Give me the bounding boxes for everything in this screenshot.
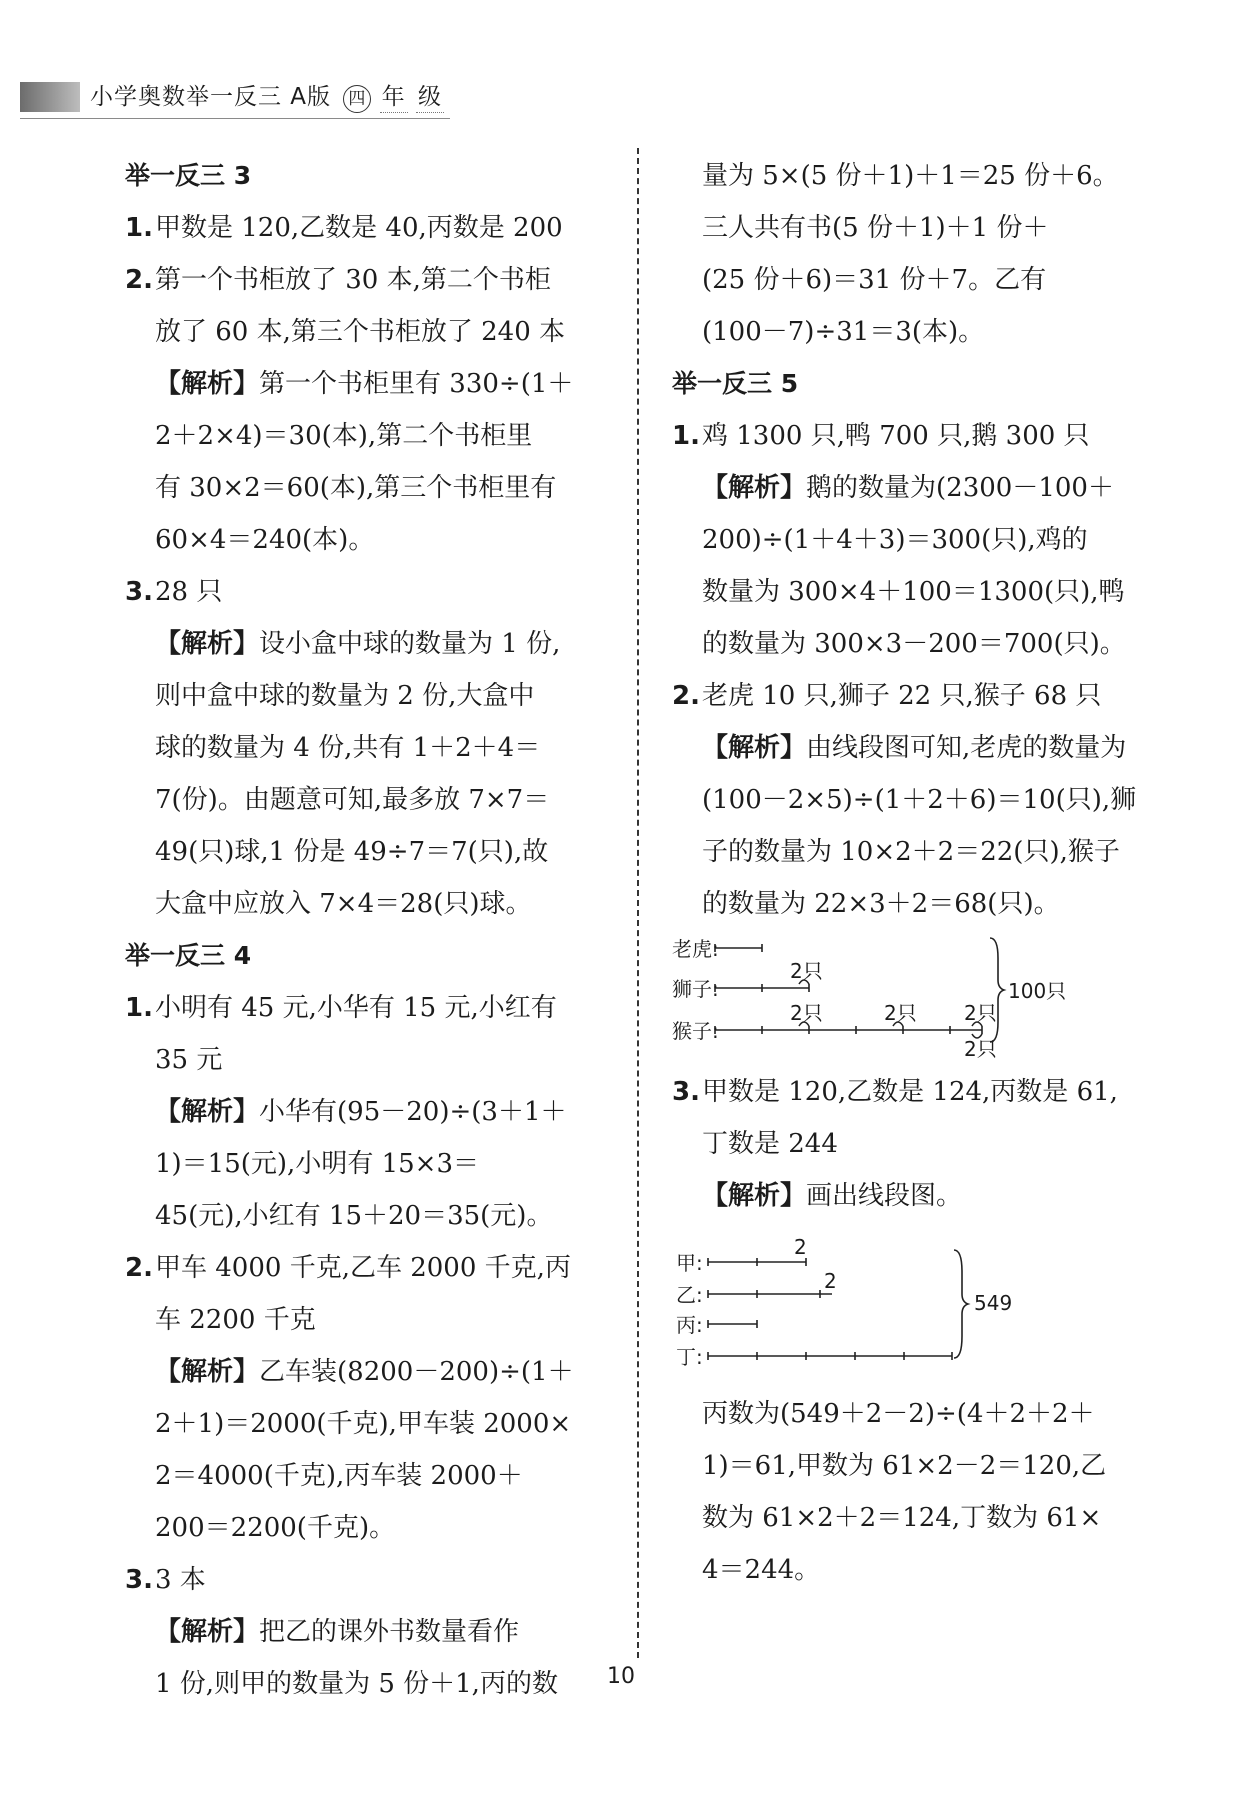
text-line: (100－2×5)÷(1＋2＋6)＝10(只),狮 [702,785,1137,815]
text-line: 三人共有书(5 份＋1)＋1 份＋ [702,213,1049,243]
analysis-tag: 【解析】 [702,1181,807,1211]
item-number: 2. [672,681,700,711]
text-line: 的数量为 300×3－200＝700(只)。 [702,629,1126,659]
analysis-tag: 【解析】 [702,473,807,503]
line-segment-diagram-animals [672,930,1160,1061]
item-number: 1. [672,421,700,451]
text-line: 有 30×2＝60(本),第三个书柜里有 [155,473,557,503]
analysis-line [672,462,1160,514]
text-line: 2＋2×4)＝30(本),第二个书柜里 [155,421,533,451]
text-line: 2＝4000(千克),丙车装 2000＋ [155,1461,523,1491]
text-line: 1 份,则甲的数量为 5 份＋1,丙的数 [155,1669,558,1699]
text-line: 1)＝61,甲数为 61×2－2＝120,乙 [702,1451,1107,1481]
item-number: 2. [125,265,153,295]
header-decor-bar [20,82,80,112]
section-heading: 举一反三 4 [125,941,252,970]
diagram-numbers-lines [672,1232,1160,1382]
answer-item [125,982,620,1034]
section-heading: 举一反三 5 [672,369,799,398]
book-title: 小学奥数举一反三 A版 [90,84,332,110]
label-jia-minus: 2 [794,1235,807,1259]
item-number: 3. [672,1077,700,1107]
text-line: 大盒中应放入 7×4＝28(只)球。 [155,889,532,919]
label-lion-extra: 2只 [790,959,823,983]
text-line: 200＝2200(千克)。 [155,1513,396,1543]
right-column [672,150,1160,1596]
text-line: (25 份＋6)＝31 份＋7。乙有 [702,265,1047,295]
analysis-line [125,1346,620,1398]
analysis-text: 把乙的课外书数量看作 [259,1617,520,1647]
analysis-line [125,1606,620,1658]
answer-item [672,1066,1160,1118]
diagram-animals-lines [672,930,1160,1061]
analysis-tag: 【解析】 [155,629,260,659]
analysis-tag: 【解析】 [155,1097,260,1127]
label-tiger: 老虎: [672,937,719,961]
label-monkey-extra-3: 2只 [964,1001,997,1025]
text-line: 丙数为(549＋2－2)÷(4＋2＋2＋ [702,1399,1095,1429]
item-text: 第一个书柜放了 30 本,第二个书柜 [155,265,551,295]
analysis-text: 乙车装(8200－200)÷(1＋ [259,1357,574,1387]
item-text: 鸡 1300 只,鸭 700 只,鹅 300 只 [702,421,1090,451]
label-monkey-extra-2: 2只 [884,1001,917,1025]
label-yi: 乙: [676,1283,703,1307]
text-line: 球的数量为 4 份,共有 1＋2＋4＝ [155,733,541,763]
answer-item [125,202,620,254]
item-text: 小明有 45 元,小华有 15 元,小红有 [155,993,557,1023]
analysis-tag: 【解析】 [155,1357,260,1387]
analysis-line [125,618,620,670]
item-text: 甲数是 120,乙数是 124,丙数是 61, [702,1077,1118,1107]
label-monkey: 猴子: [672,1019,719,1043]
analysis-tag: 【解析】 [702,733,807,763]
item-number: 2. [125,1253,153,1283]
text-line: 49(只)球,1 份是 49÷7＝7(只),故 [155,837,549,867]
item-text: 28 只 [155,577,223,607]
analysis-line [125,358,620,410]
grade-char-1: 年 [380,82,408,113]
line-segment-diagram-numbers [672,1232,1160,1382]
answer-item [672,410,1160,462]
item-text: 老虎 10 只,狮子 22 只,猴子 68 只 [702,681,1102,711]
text-line: 60×4＝240(本)。 [155,525,375,555]
text-line: 1)＝15(元),小明有 15×3＝ [155,1149,479,1179]
item-text: 甲数是 120,乙数是 40,丙数是 200 [155,213,563,243]
text-line: 车 2200 千克 [155,1305,316,1335]
analysis-line [672,1170,1160,1222]
text-line: 数为 61×2＋2＝124,丁数为 61× [702,1503,1102,1533]
analysis-text: 画出线段图。 [806,1181,963,1211]
label-ding: 丁: [676,1345,703,1369]
item-number: 1. [125,993,153,1023]
answer-item [672,670,1160,722]
text-line: 数量为 300×4＋100＝1300(只),鸭 [702,577,1125,607]
text-line: 200)÷(1＋4＋3)＝300(只),鸡的 [702,525,1088,555]
text-line: 丁数是 244 [702,1129,838,1159]
text-line: 35 元 [155,1045,223,1075]
text-line: 2＋1)＝2000(千克),甲车装 2000× [155,1409,572,1439]
text-line: 45(元),小红有 15＋20＝35(元)。 [155,1201,553,1231]
analysis-text: 由线段图可知,老虎的数量为 [806,733,1127,763]
label-lion: 狮子: [672,977,719,1001]
item-text: 甲车 4000 千克,乙车 2000 千克,丙 [155,1253,571,1283]
section-heading: 举一反三 3 [125,161,252,190]
label-bing: 丙: [676,1313,703,1337]
text-line: 子的数量为 10×2＋2＝22(只),猴子 [702,837,1120,867]
analysis-text: 设小盒中球的数量为 1 份, [259,629,561,659]
analysis-tag: 【解析】 [155,1617,260,1647]
analysis-text: 小华有(95－20)÷(3＋1＋ [259,1097,567,1127]
text-line: 则中盒中球的数量为 2 份,大盒中 [155,681,535,711]
label-total-549: 549 [974,1291,1013,1315]
text-line: 的数量为 22×3＋2＝68(只)。 [702,889,1060,919]
answer-item [125,1554,620,1606]
item-text: 3 本 [155,1565,206,1595]
text-line: 7(份)。由题意可知,最多放 7×7＝ [155,785,550,815]
analysis-text: 第一个书柜里有 330÷(1＋ [259,369,574,399]
text-line: 量为 5×(5 份＋1)＋1＝25 份＋6。 [702,161,1119,191]
item-number: 1. [125,213,153,243]
analysis-tag: 【解析】 [155,369,260,399]
analysis-line [672,722,1160,774]
answer-item [125,254,620,306]
page-header [20,82,450,120]
label-monkey-minus: 2只 [964,1037,997,1061]
analysis-text: 鹅的数量为(2300－100＋ [806,473,1114,503]
text-line: 4＝244。 [702,1555,821,1585]
grade-char-2: 级 [416,82,444,113]
column-divider [637,148,639,1658]
header-title [90,82,444,113]
text-line: (100－7)÷31＝3(本)。 [702,317,985,347]
header-rule [20,118,450,119]
grade-number-circle: 四 [343,85,371,113]
item-number: 3. [125,577,153,607]
item-number: 3. [125,1565,153,1595]
answer-item [125,566,620,618]
analysis-line [125,1086,620,1138]
label-jia: 甲: [676,1251,703,1275]
label-yi-plus: 2 [824,1269,837,1293]
left-column [125,150,620,1710]
label-monkey-extra-1: 2只 [790,1001,823,1025]
label-total-100: 100只 [1008,979,1067,1003]
page-number: 10 [607,1664,635,1689]
text-line: 放了 60 本,第三个书柜放了 240 本 [155,317,566,347]
answer-item [125,1242,620,1294]
